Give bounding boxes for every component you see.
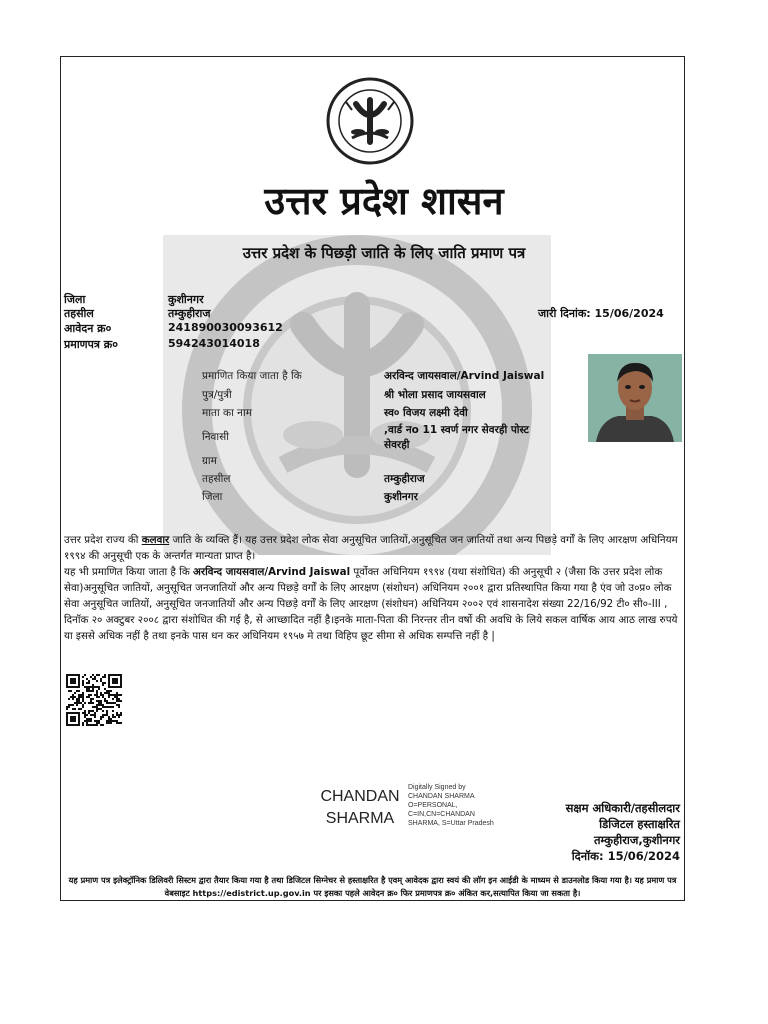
body-text: उत्तर प्रदेश राज्य की [64, 534, 142, 546]
body-paragraph-2 [64, 564, 684, 644]
child-of-label: पुत्र/पुत्री [202, 389, 232, 401]
detail-district-label: जिला [202, 491, 223, 503]
body-text: जाति के व्यक्ति हैं। यह उत्तर प्रदेश लोक सेवा अनुसूचित जातियों,अनुसूचित जन जातियों तथा अन्य पिछड़े वर्गों के लिए आरक्षण अधिनियम १९९४ की अनुसूची एक के अन्तर्गत मान्यता प्राप्त है। [64, 534, 678, 562]
officer-place: तम्कुहीराज,कुशीनगर [593, 833, 680, 847]
tehsil-value: तम्कुहीराज [168, 307, 211, 320]
officer-block [500, 800, 680, 864]
district-value: कुशीनगर [168, 293, 204, 306]
officer-date: दिनॉक: 15/06/2024 [571, 849, 680, 863]
father-name: श्री भोला प्रसाद जायसवाल [384, 389, 486, 401]
officer-digital-signed: डिजिटल हस्ताक्षरित [599, 817, 680, 831]
digital-signature-details: Digitally Signed by CHANDAN SHARMA O=PERSONAL, C=IN,CN=CHANDAN SHARMA, S=Uttar Pradesh [408, 784, 494, 827]
caste-name: कलवार [141, 534, 170, 546]
resident-address-line-2: सेवरही [384, 439, 410, 451]
digital-signature-name [310, 786, 410, 830]
body-text: पूर्वोक्त अधिनियम १९९४ (यथा संशोधित) की अनुसूची २ (जैसा कि उत्तर प्रदेश लोक सेवा)अनुसूचित जातियों, अनुसूचित जनजातियों और अन्य पिछड़े वर्गों के लिए आरक्षण (संशोधन) अधिनियम २००१ द्वारा प्रतिस्थापित किया गया है एंव जो उ०प्र० लोक सेवा अनुसूचित जातियों, अनुसूचित जनजातियों और अन्य पिछड़े वर्गों के लिए आरक्षण (संशोधन) अधिनियम २००२ एवं शासनादेश संख्या 22/16/92 टी० सी०-III , दिनॉक २० अक्टुबर २००८ द्वारा संशोधित की गई है, से आच्छादित नहीं है।इनके माता-पिता की निरन्तर तीन वर्षो की अवधि के लिये सकल वार्षिक आय आठ लाख रुपये या इससे अधिक नहीं है तथा इनके पास धन कर अधिनियम १९५७ मे तथा विहिप छूट सीमा से अधिक सम्पत्ति नहीं है | [64, 566, 678, 642]
detail-tehsil-value: तम्कुहीराज [384, 473, 425, 485]
certificate-title: उत्तर प्रदेश के पिछड़ी जाति के लिए जाति प्रमाण पत्र [242, 244, 526, 262]
detail-district-value: कुशीनगर [384, 491, 418, 503]
body-paragraph-1 [64, 532, 684, 564]
footer-note: यह प्रमाण पत्र इलेक्ट्रॉनिक डिलिवरी सिस्टम द्वारा तैयार किया गया है तथा डिजिटल सिग्नेचर से हस्ताक्षरित है एवम् आवेदक द्वारा स्वयं की लॉग इन आईडी के माध्यम से डाउनलोड किया गया है। यह प्रमाण पत्र वेबसाइट https://edistrict.up.gov.in पर इसका पहले आवेदन क्र० फिर प्रमाणपत्र क्र० अंकित कर,सत्यापित किया जा सकता है। [68, 875, 677, 898]
village-label: ग्राम [202, 455, 217, 467]
resident-address-line-1: ,वार्ड नo 11 स्वर्ण नगर सेवरही पोस्ट [384, 424, 529, 436]
certificate-number-label: प्रमाणपत्र क्र० [64, 338, 118, 351]
certify-label: प्रमाणित किया जाता है कि [202, 370, 302, 382]
applicant-photo [588, 354, 682, 442]
detail-tehsil-label: तहसील [202, 473, 231, 485]
certificate-number-value: 594243014018 [168, 337, 260, 350]
application-number-label: आवेदन क्र० [64, 322, 112, 335]
certificate-body [64, 532, 684, 644]
mother-name: स्व० विजय लक्ष्मी देवी [384, 407, 468, 419]
tehsil-label: तहसील [64, 307, 94, 320]
issue-date: जारी दिनांक: 15/06/2024 [538, 307, 664, 320]
applicant-name-inline: अरविन्द जायसवाल/Arvind Jaiswal [193, 566, 351, 578]
district-label: जिला [64, 293, 86, 306]
resident-label: निवासी [202, 431, 229, 443]
government-title: उत्तर प्रदेश शासन [264, 178, 504, 223]
signature-name-line-1: CHANDAN [320, 788, 400, 805]
signature-name-line-2: SHARMA [325, 810, 395, 827]
applicant-name: अरविन्द जायसवाल/Arvind Jaiswal [384, 370, 545, 382]
application-number-value: 241890030093612 [168, 321, 283, 334]
qr-code [66, 674, 122, 726]
body-text: यह भी प्रमाणित किया जाता है कि [64, 566, 194, 578]
mother-name-label: माता का नाम [202, 407, 252, 419]
up-government-emblem [322, 76, 418, 166]
officer-title: सक्षम अधिकारी/तहसीलदार [565, 801, 680, 815]
